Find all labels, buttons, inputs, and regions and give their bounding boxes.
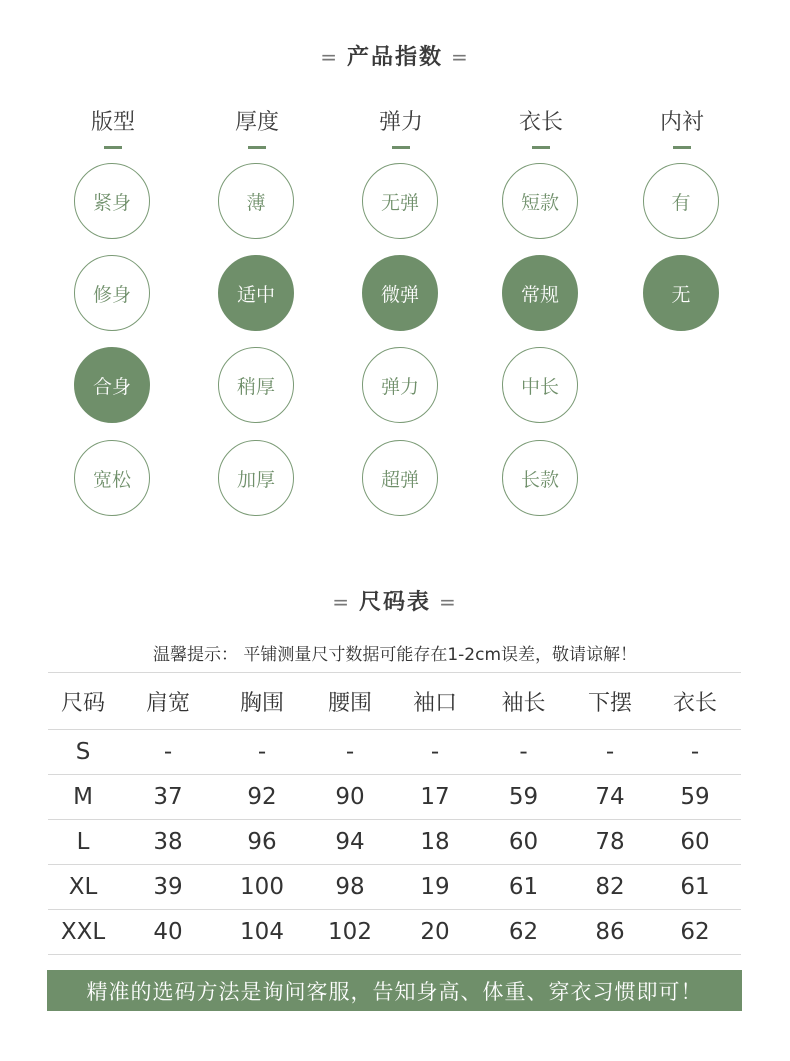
- table-cell: 59: [476, 775, 571, 820]
- index-option: 超弹: [362, 440, 438, 516]
- index-column: [642, 108, 722, 306]
- heading-underline: [532, 146, 550, 149]
- table-row: [48, 910, 741, 955]
- index-column-heading: 版型: [90, 110, 135, 135]
- title-deco-right: =: [451, 45, 470, 69]
- table-cell: 60: [476, 820, 571, 865]
- title-deco-left: =: [320, 45, 339, 69]
- table-cell: 90: [306, 775, 394, 820]
- table-cell: 60: [649, 820, 741, 865]
- product-index-title: [0, 40, 790, 71]
- index-option: 短款: [502, 163, 578, 239]
- index-column-heading: 内衬: [659, 110, 704, 135]
- table-cell: -: [306, 730, 394, 775]
- table-cell: 62: [649, 910, 741, 955]
- table-cell: 78: [571, 820, 649, 865]
- table-header-cell: 尺码: [48, 673, 118, 730]
- table-cell: 96: [218, 820, 306, 865]
- table-cell: -: [571, 730, 649, 775]
- table-cell: 37: [118, 775, 218, 820]
- table-cell: 20: [394, 910, 476, 955]
- table-cell: -: [476, 730, 571, 775]
- table-cell: 86: [571, 910, 649, 955]
- table-cell: 38: [118, 820, 218, 865]
- table-cell: 82: [571, 865, 649, 910]
- index-option-selected: 微弹: [362, 255, 438, 331]
- table-row: [48, 775, 741, 820]
- measurement-note: 温馨提示： 平铺测量尺寸数据可能存在1-2cm误差，敬请谅解！: [152, 645, 638, 665]
- index-option: 长款: [502, 440, 578, 516]
- heading-underline: [673, 146, 691, 149]
- table-cell: L: [48, 820, 118, 865]
- heading-underline: [104, 146, 122, 149]
- table-cell: 19: [394, 865, 476, 910]
- table-header-cell: 袖长: [476, 673, 571, 730]
- size-chart-title-text: 尺码表: [358, 590, 431, 615]
- product-index-title-text: 产品指数: [346, 45, 443, 70]
- table-cell: -: [218, 730, 306, 775]
- table-cell: -: [394, 730, 476, 775]
- table-cell: 17: [394, 775, 476, 820]
- table-cell: 59: [649, 775, 741, 820]
- table-header-cell: 袖口: [394, 673, 476, 730]
- index-option: 紧身: [74, 163, 150, 239]
- table-cell: 18: [394, 820, 476, 865]
- index-option-selected: 合身: [74, 347, 150, 423]
- advice-banner: 精准的选码方法是询问客服，告知身高、体重、穿衣习惯即可！: [47, 970, 742, 1011]
- table-header-cell: 下摆: [571, 673, 649, 730]
- table-cell: 100: [218, 865, 306, 910]
- table-row: [48, 865, 741, 910]
- index-option-selected: 无: [643, 255, 719, 331]
- table-cell: -: [649, 730, 741, 775]
- table-cell: 92: [218, 775, 306, 820]
- table-header-cell: 衣长: [649, 673, 741, 730]
- table-cell: 40: [118, 910, 218, 955]
- index-column: [217, 108, 297, 491]
- index-option: 弹力: [362, 347, 438, 423]
- heading-underline: [248, 146, 266, 149]
- table-cell: -: [118, 730, 218, 775]
- index-option: 薄: [218, 163, 294, 239]
- index-column-heading: 厚度: [234, 110, 279, 135]
- index-column-heading: 弹力: [378, 110, 423, 135]
- index-option: 宽松: [74, 440, 150, 516]
- table-cell: 74: [571, 775, 649, 820]
- size-chart-title: [0, 585, 790, 616]
- table-cell: 61: [649, 865, 741, 910]
- table-cell: 102: [306, 910, 394, 955]
- title-deco-right: =: [439, 590, 458, 614]
- index-option: 加厚: [218, 440, 294, 516]
- index-option-selected: 适中: [218, 255, 294, 331]
- table-cell: S: [48, 730, 118, 775]
- table-cell: XXL: [48, 910, 118, 955]
- table-header-cell: 腰围: [306, 673, 394, 730]
- index-option: 修身: [74, 255, 150, 331]
- size-table-header: [48, 673, 741, 730]
- table-cell: 39: [118, 865, 218, 910]
- index-column: [73, 108, 153, 491]
- index-column-heading: 衣长: [518, 110, 563, 135]
- title-deco-left: =: [332, 590, 351, 614]
- index-column: [501, 108, 581, 491]
- index-option: 无弹: [362, 163, 438, 239]
- table-cell: 94: [306, 820, 394, 865]
- index-option-selected: 常规: [502, 255, 578, 331]
- table-row: [48, 730, 741, 775]
- table-cell: 104: [218, 910, 306, 955]
- table-cell: 61: [476, 865, 571, 910]
- table-cell: M: [48, 775, 118, 820]
- heading-underline: [392, 146, 410, 149]
- size-table: [48, 672, 741, 955]
- table-cell: XL: [48, 865, 118, 910]
- index-column: [361, 108, 441, 491]
- index-option: 中长: [502, 347, 578, 423]
- index-option: 稍厚: [218, 347, 294, 423]
- table-cell: 62: [476, 910, 571, 955]
- table-header-cell: 肩宽: [118, 673, 218, 730]
- index-option: 有: [643, 163, 719, 239]
- table-row: [48, 820, 741, 865]
- table-cell: 98: [306, 865, 394, 910]
- table-header-cell: 胸围: [218, 673, 306, 730]
